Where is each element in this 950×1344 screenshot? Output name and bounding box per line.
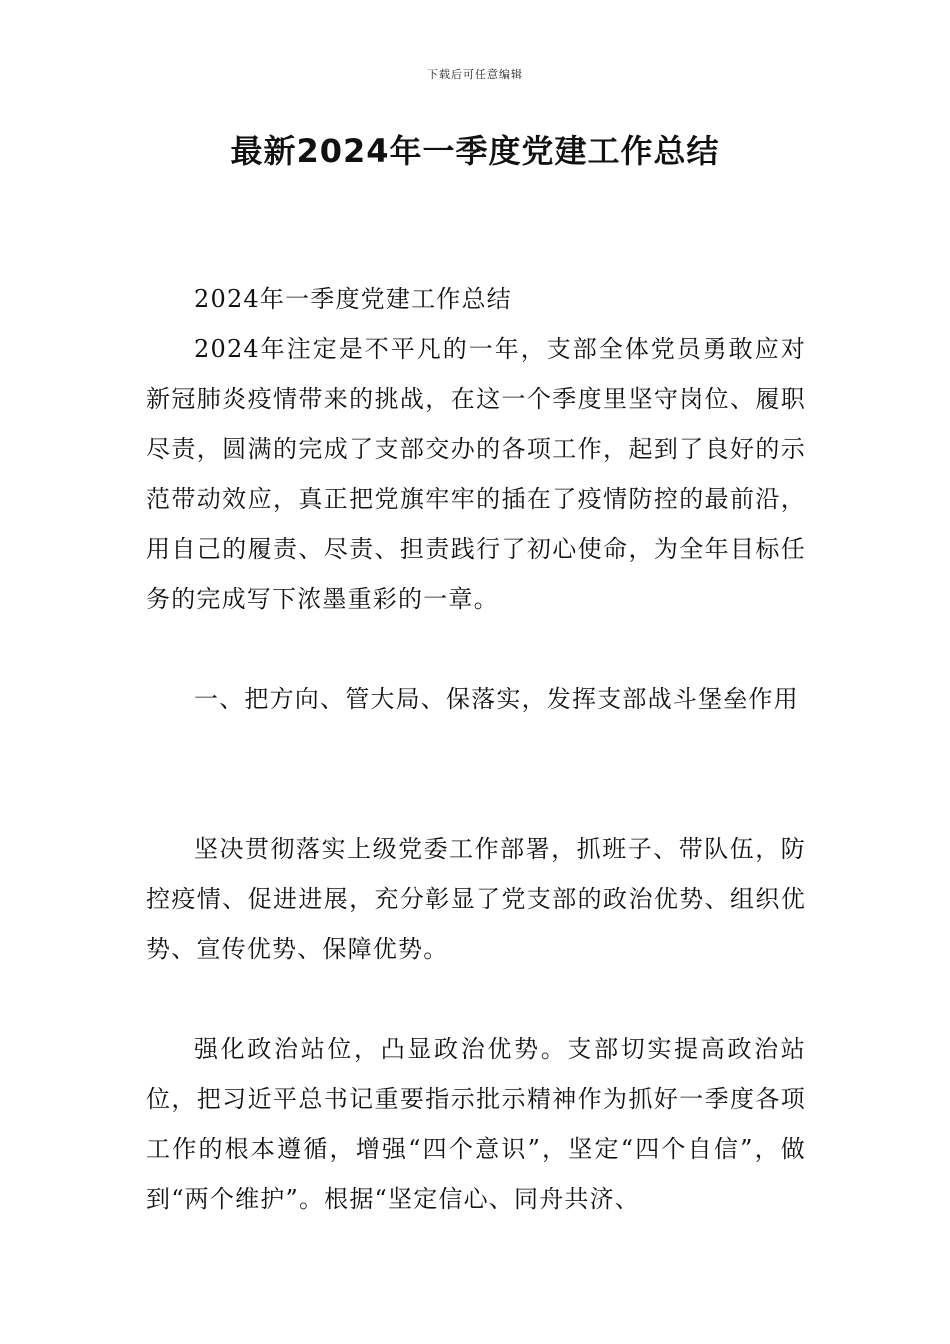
paragraph-3 [146,1024,806,1224]
paragraph-text: 2024年注定是不平凡的一年，支部全体党员勇敢应对新冠肺炎疫情带来的挑战，在这一个季度里坚守岗位、履职尽责，圆满的完成了支部交办的各项工作，起到了良好的示范带动效应，真正把党旗牢牢的插在了疫情防控的最前沿，用自己的履责、尽责、担责践行了初心使命，为全年目标任务的完成写下浓墨重彩的一章。 [146,335,806,613]
paragraph-text: 强化政治站位，凸显政治优势。支部切实提高政治站位，把习近平总书记重要指示批示精神作为抓好一季度各项工作的根本遵循，增强“四个意识”，坚定“四个自信”，做到“两个维护”。根据“坚定信心、同舟共济、 [146,1035,806,1213]
subtitle-text: 2024年一季度党建工作总结 [194,285,512,313]
document-subtitle [146,274,806,324]
section-heading-1 [146,674,806,724]
document-title: 最新2024年一季度党建工作总结 [230,132,720,170]
section-heading-text: 一、把方向、管大局、保落实，发挥支部战斗堡垒作用 [194,685,799,713]
paragraph-intro [146,324,806,624]
paragraph-text: 坚决贯彻落实上级党委工作部署，抓班子、带队伍，防控疫情、促进进展，充分彰显了党支部的政治优势、组织优势、宣传优势、保障优势。 [146,835,806,963]
paragraph-2 [146,824,806,974]
header-note: 下载后可任意编辑 [427,68,523,81]
